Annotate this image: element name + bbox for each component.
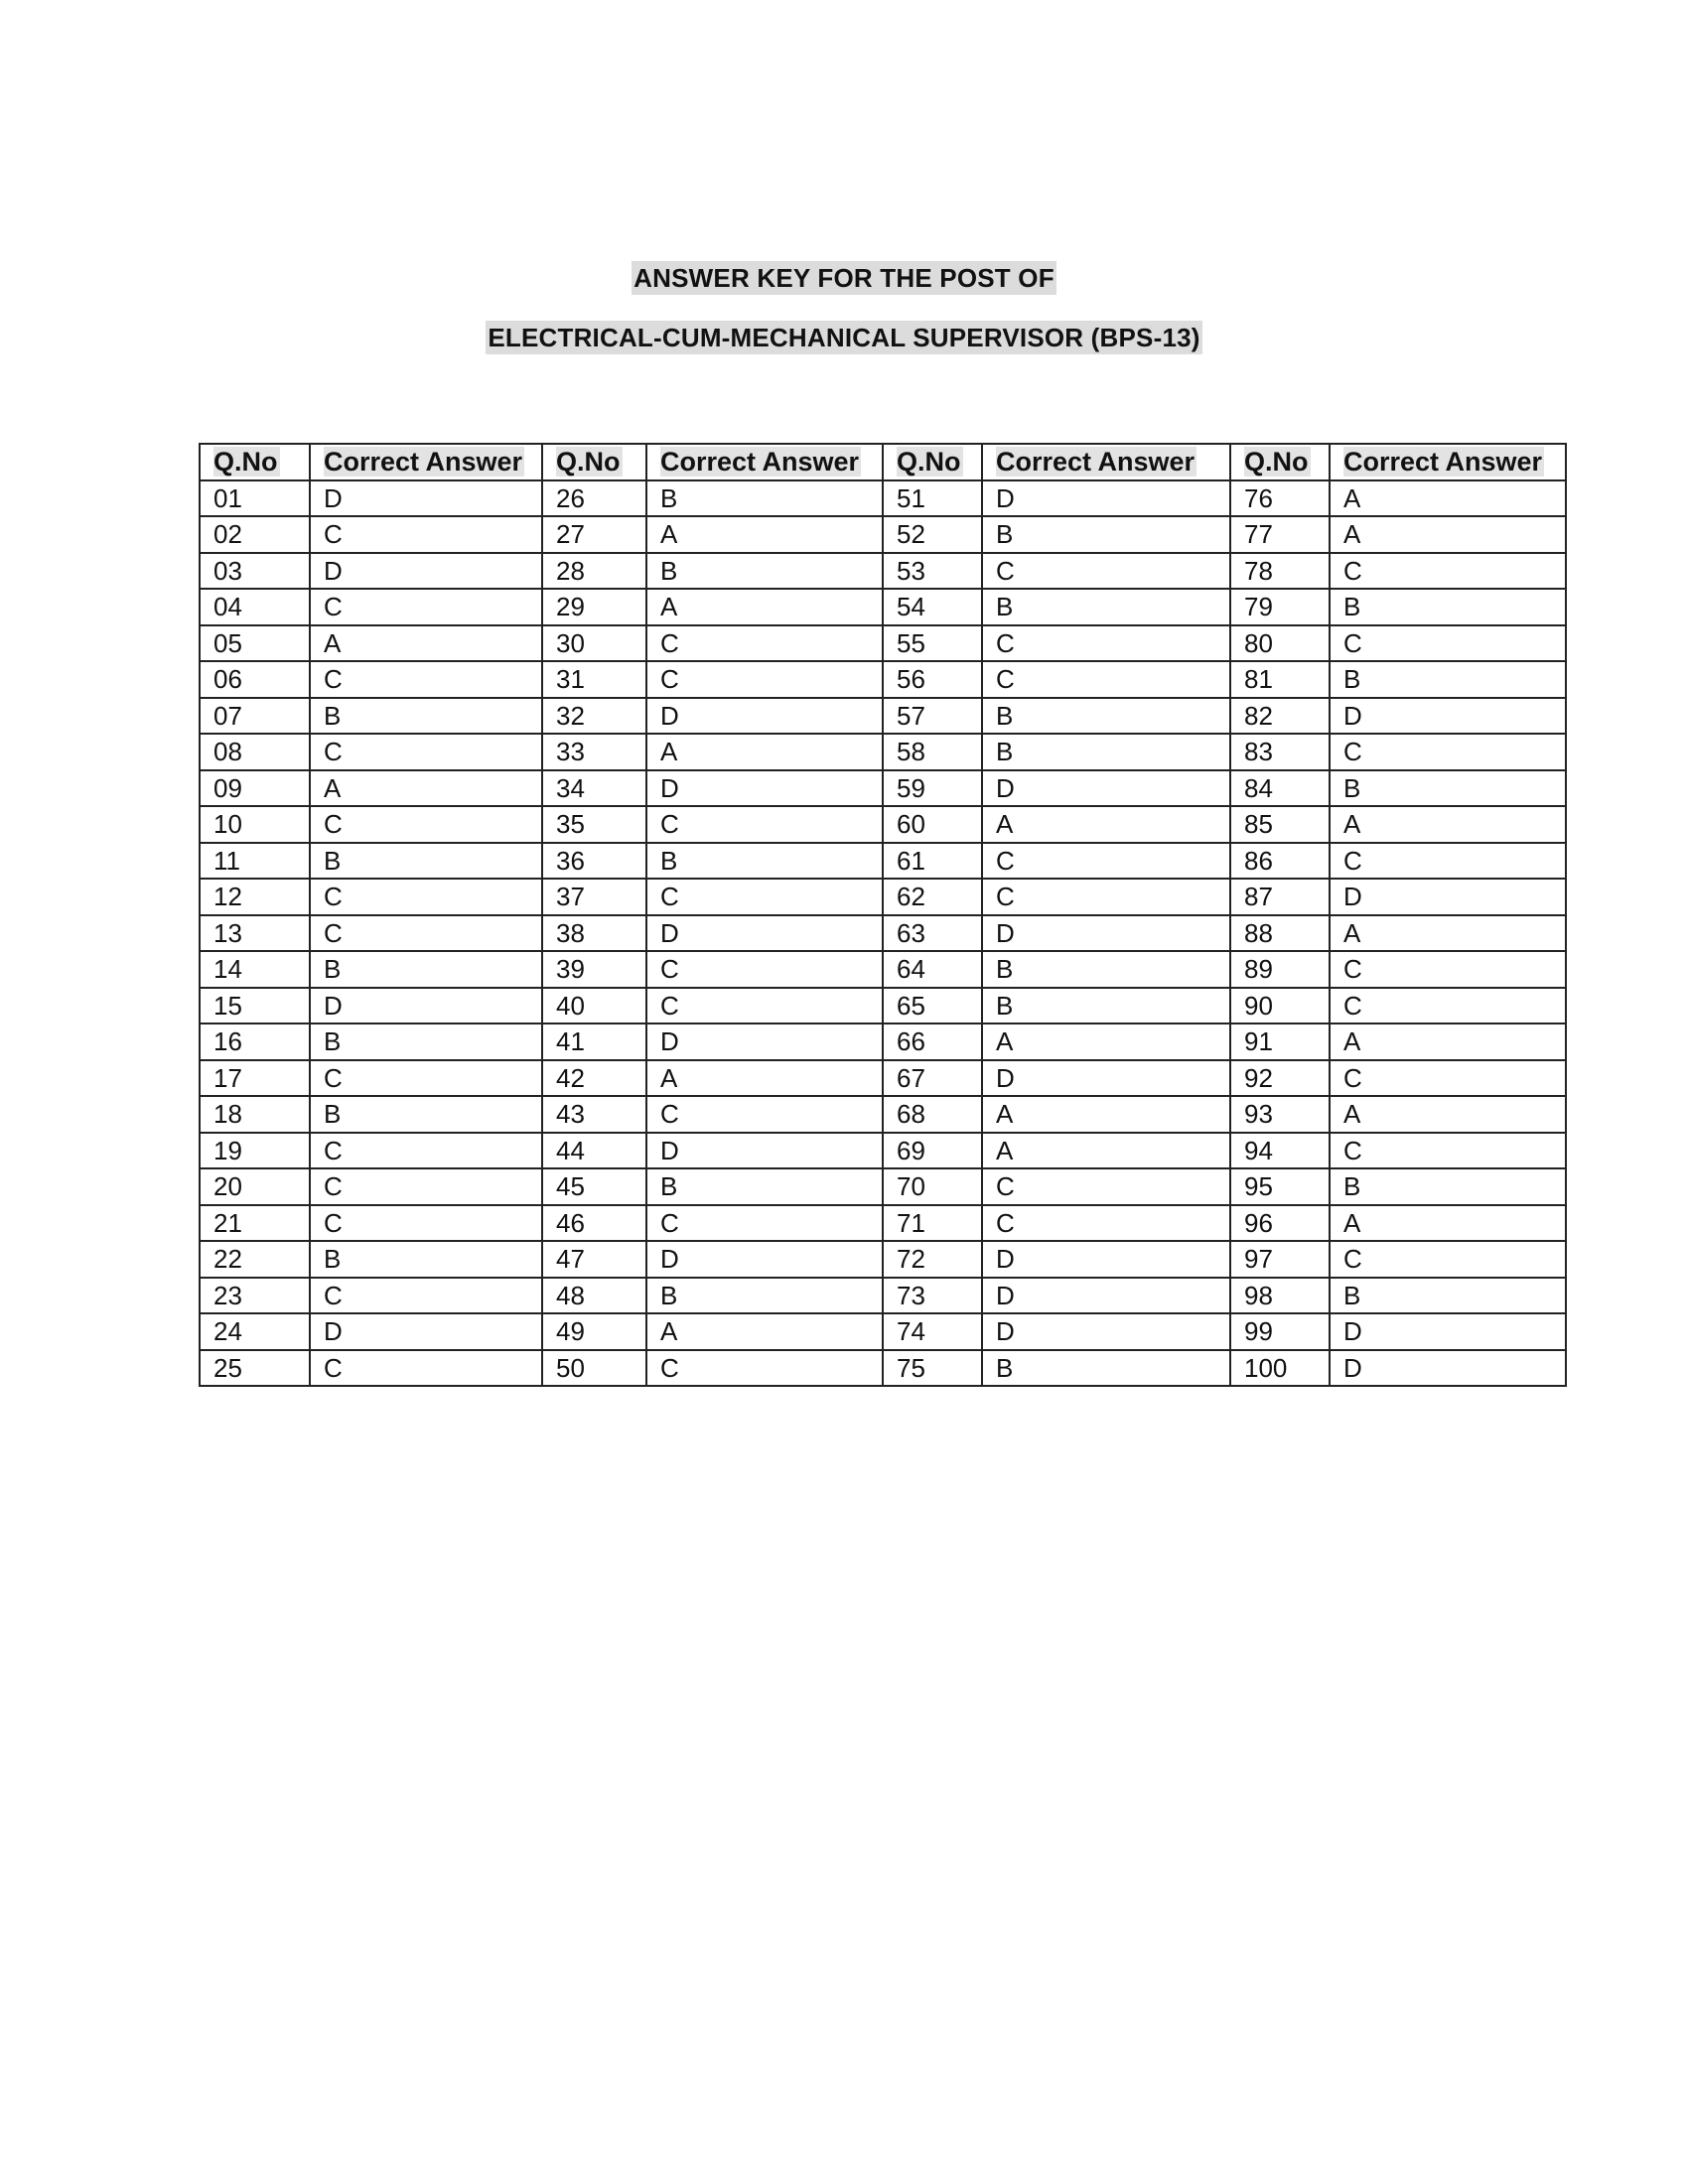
cell-answer-3: A (982, 1133, 1230, 1169)
table-header-row (200, 444, 1566, 480)
cell-answer-3: D (982, 1278, 1230, 1314)
answer-table-body (200, 480, 1566, 1387)
cell-answer-4: C (1330, 625, 1566, 662)
cell-qno-4: 77 (1230, 516, 1330, 553)
cell-qno-4: 87 (1230, 879, 1330, 915)
cell-qno-2: 38 (542, 915, 646, 952)
cell-qno-2: 32 (542, 698, 646, 735)
cell-answer-3: D (982, 770, 1230, 807)
cell-answer-1: D (310, 1313, 542, 1350)
table-row (200, 1278, 1566, 1314)
header-qno-3: Q.No (883, 444, 982, 480)
cell-answer-1: C (310, 879, 542, 915)
cell-qno-3: 59 (883, 770, 982, 807)
cell-answer-2: B (646, 1168, 883, 1205)
cell-answer-3: C (982, 1205, 1230, 1242)
cell-answer-2: C (646, 1350, 883, 1387)
cell-qno-2: 37 (542, 879, 646, 915)
cell-qno-1: 13 (200, 915, 310, 952)
cell-qno-1: 19 (200, 1133, 310, 1169)
cell-qno-4: 78 (1230, 553, 1330, 590)
cell-qno-3: 55 (883, 625, 982, 662)
cell-answer-3: D (982, 1241, 1230, 1278)
cell-answer-2: D (646, 1133, 883, 1169)
cell-qno-3: 56 (883, 661, 982, 698)
cell-qno-1: 23 (200, 1278, 310, 1314)
cell-qno-1: 11 (200, 843, 310, 880)
cell-qno-2: 28 (542, 553, 646, 590)
cell-answer-4: B (1330, 1278, 1566, 1314)
cell-qno-1: 04 (200, 589, 310, 625)
cell-qno-4: 79 (1230, 589, 1330, 625)
cell-answer-1: D (310, 480, 542, 517)
cell-answer-1: C (310, 1205, 542, 1242)
table-row (200, 1205, 1566, 1242)
cell-qno-3: 66 (883, 1024, 982, 1060)
cell-qno-3: 67 (883, 1060, 982, 1097)
cell-qno-2: 50 (542, 1350, 646, 1387)
cell-answer-4: C (1330, 843, 1566, 880)
cell-qno-1: 10 (200, 806, 310, 843)
cell-qno-2: 44 (542, 1133, 646, 1169)
cell-answer-4: D (1330, 879, 1566, 915)
cell-qno-2: 45 (542, 1168, 646, 1205)
cell-answer-4: A (1330, 480, 1566, 517)
cell-qno-2: 29 (542, 589, 646, 625)
cell-qno-1: 12 (200, 879, 310, 915)
cell-qno-1: 17 (200, 1060, 310, 1097)
table-row (200, 806, 1566, 843)
cell-answer-4: C (1330, 988, 1566, 1024)
cell-qno-3: 54 (883, 589, 982, 625)
cell-qno-2: 39 (542, 951, 646, 988)
cell-answer-1: C (310, 734, 542, 770)
cell-qno-3: 51 (883, 480, 982, 517)
table-row (200, 625, 1566, 662)
header-qno-4: Q.No (1230, 444, 1330, 480)
cell-answer-1: C (310, 1133, 542, 1169)
cell-qno-3: 53 (883, 553, 982, 590)
cell-answer-3: D (982, 1060, 1230, 1097)
cell-answer-4: B (1330, 1168, 1566, 1205)
cell-qno-4: 86 (1230, 843, 1330, 880)
cell-qno-2: 35 (542, 806, 646, 843)
header-qno-2: Q.No (542, 444, 646, 480)
header-answer-2: Correct Answer (646, 444, 883, 480)
cell-qno-4: 100 (1230, 1350, 1330, 1387)
header-answer-1: Correct Answer (310, 444, 542, 480)
cell-qno-3: 63 (883, 915, 982, 952)
cell-qno-1: 21 (200, 1205, 310, 1242)
cell-qno-2: 42 (542, 1060, 646, 1097)
cell-qno-4: 95 (1230, 1168, 1330, 1205)
cell-answer-2: D (646, 1241, 883, 1278)
cell-answer-1: C (310, 915, 542, 952)
cell-answer-2: D (646, 770, 883, 807)
cell-qno-4: 98 (1230, 1278, 1330, 1314)
cell-answer-1: B (310, 951, 542, 988)
cell-qno-3: 62 (883, 879, 982, 915)
cell-qno-1: 15 (200, 988, 310, 1024)
cell-answer-3: C (982, 1168, 1230, 1205)
cell-qno-1: 02 (200, 516, 310, 553)
cell-answer-3: D (982, 915, 1230, 952)
cell-qno-3: 71 (883, 1205, 982, 1242)
cell-answer-3: B (982, 988, 1230, 1024)
cell-qno-2: 40 (542, 988, 646, 1024)
cell-qno-2: 49 (542, 1313, 646, 1350)
cell-qno-4: 81 (1230, 661, 1330, 698)
cell-qno-1: 24 (200, 1313, 310, 1350)
table-row (200, 1060, 1566, 1097)
cell-qno-4: 85 (1230, 806, 1330, 843)
table-row (200, 661, 1566, 698)
cell-answer-2: A (646, 516, 883, 553)
cell-qno-4: 90 (1230, 988, 1330, 1024)
cell-answer-4: A (1330, 1024, 1566, 1060)
table-row (200, 1350, 1566, 1387)
cell-answer-3: D (982, 480, 1230, 517)
cell-answer-1: B (310, 1096, 542, 1133)
cell-answer-4: A (1330, 516, 1566, 553)
cell-qno-4: 89 (1230, 951, 1330, 988)
cell-answer-1: C (310, 806, 542, 843)
page-subtitle: ELECTRICAL-CUM-MECHANICAL SUPERVISOR (BPS-13) (488, 323, 1200, 352)
table-row (200, 553, 1566, 590)
cell-answer-1: D (310, 553, 542, 590)
cell-answer-3: B (982, 589, 1230, 625)
cell-qno-2: 46 (542, 1205, 646, 1242)
cell-qno-2: 48 (542, 1278, 646, 1314)
cell-qno-4: 76 (1230, 480, 1330, 517)
page-title: ANSWER KEY FOR THE POST OF (633, 263, 1055, 293)
cell-answer-2: A (646, 734, 883, 770)
cell-answer-4: A (1330, 806, 1566, 843)
cell-qno-2: 31 (542, 661, 646, 698)
cell-qno-4: 91 (1230, 1024, 1330, 1060)
cell-qno-2: 47 (542, 1241, 646, 1278)
cell-qno-3: 60 (883, 806, 982, 843)
cell-qno-3: 75 (883, 1350, 982, 1387)
title-line-1-wrapper (0, 261, 1688, 295)
cell-qno-3: 64 (883, 951, 982, 988)
cell-qno-3: 72 (883, 1241, 982, 1278)
cell-qno-3: 52 (883, 516, 982, 553)
cell-answer-2: D (646, 1024, 883, 1060)
cell-answer-3: B (982, 516, 1230, 553)
cell-answer-2: C (646, 879, 883, 915)
cell-qno-1: 20 (200, 1168, 310, 1205)
title-line-2-wrapper (0, 321, 1688, 354)
cell-answer-4: C (1330, 1060, 1566, 1097)
cell-qno-1: 25 (200, 1350, 310, 1387)
table-row (200, 480, 1566, 517)
table-row (200, 734, 1566, 770)
cell-answer-1: C (310, 1060, 542, 1097)
cell-qno-4: 88 (1230, 915, 1330, 952)
table-row (200, 589, 1566, 625)
cell-answer-3: C (982, 553, 1230, 590)
cell-answer-4: C (1330, 1133, 1566, 1169)
cell-answer-1: A (310, 625, 542, 662)
cell-qno-1: 06 (200, 661, 310, 698)
cell-qno-1: 05 (200, 625, 310, 662)
cell-answer-1: D (310, 988, 542, 1024)
cell-answer-4: D (1330, 1313, 1566, 1350)
cell-answer-2: B (646, 553, 883, 590)
cell-answer-1: C (310, 589, 542, 625)
cell-qno-3: 73 (883, 1278, 982, 1314)
cell-answer-2: C (646, 988, 883, 1024)
cell-qno-4: 80 (1230, 625, 1330, 662)
cell-qno-4: 97 (1230, 1241, 1330, 1278)
header-qno-1: Q.No (200, 444, 310, 480)
cell-answer-1: A (310, 770, 542, 807)
cell-qno-1: 07 (200, 698, 310, 735)
cell-qno-1: 03 (200, 553, 310, 590)
table-row (200, 770, 1566, 807)
cell-qno-3: 74 (883, 1313, 982, 1350)
cell-qno-1: 09 (200, 770, 310, 807)
cell-qno-2: 30 (542, 625, 646, 662)
cell-answer-2: C (646, 625, 883, 662)
answer-key-table (199, 443, 1567, 1387)
cell-answer-1: C (310, 1278, 542, 1314)
cell-qno-2: 34 (542, 770, 646, 807)
table-row (200, 1024, 1566, 1060)
table-row (200, 843, 1566, 880)
cell-qno-1: 16 (200, 1024, 310, 1060)
cell-answer-4: C (1330, 1241, 1566, 1278)
table-row (200, 915, 1566, 952)
cell-answer-4: C (1330, 734, 1566, 770)
cell-answer-2: A (646, 589, 883, 625)
cell-answer-1: C (310, 516, 542, 553)
cell-answer-2: C (646, 1096, 883, 1133)
cell-answer-3: A (982, 1024, 1230, 1060)
header-answer-3: Correct Answer (982, 444, 1230, 480)
cell-answer-3: C (982, 625, 1230, 662)
cell-answer-4: A (1330, 915, 1566, 952)
cell-answer-1: C (310, 661, 542, 698)
cell-answer-1: B (310, 843, 542, 880)
table-row (200, 1133, 1566, 1169)
cell-answer-2: B (646, 843, 883, 880)
cell-answer-2: D (646, 698, 883, 735)
table-row (200, 1313, 1566, 1350)
cell-qno-4: 83 (1230, 734, 1330, 770)
cell-answer-4: C (1330, 553, 1566, 590)
cell-answer-3: D (982, 1313, 1230, 1350)
cell-answer-2: A (646, 1313, 883, 1350)
cell-answer-3: B (982, 951, 1230, 988)
cell-qno-2: 27 (542, 516, 646, 553)
cell-qno-2: 43 (542, 1096, 646, 1133)
cell-answer-1: C (310, 1350, 542, 1387)
table-row (200, 1241, 1566, 1278)
cell-answer-2: B (646, 480, 883, 517)
cell-qno-3: 65 (883, 988, 982, 1024)
cell-answer-3: A (982, 806, 1230, 843)
cell-qno-3: 68 (883, 1096, 982, 1133)
table-row (200, 988, 1566, 1024)
cell-qno-1: 18 (200, 1096, 310, 1133)
cell-qno-1: 14 (200, 951, 310, 988)
cell-qno-1: 01 (200, 480, 310, 517)
cell-qno-3: 70 (883, 1168, 982, 1205)
cell-answer-3: C (982, 843, 1230, 880)
cell-answer-3: B (982, 734, 1230, 770)
cell-qno-3: 61 (883, 843, 982, 880)
table-row (200, 1168, 1566, 1205)
cell-answer-4: B (1330, 770, 1566, 807)
cell-answer-2: C (646, 661, 883, 698)
cell-answer-3: B (982, 1350, 1230, 1387)
cell-qno-4: 99 (1230, 1313, 1330, 1350)
table-row (200, 516, 1566, 553)
cell-answer-3: C (982, 879, 1230, 915)
cell-answer-4: A (1330, 1096, 1566, 1133)
cell-qno-3: 58 (883, 734, 982, 770)
cell-answer-3: B (982, 698, 1230, 735)
cell-qno-4: 92 (1230, 1060, 1330, 1097)
cell-qno-1: 22 (200, 1241, 310, 1278)
cell-qno-4: 96 (1230, 1205, 1330, 1242)
cell-answer-3: C (982, 661, 1230, 698)
cell-qno-2: 26 (542, 480, 646, 517)
cell-answer-2: C (646, 951, 883, 988)
cell-qno-4: 84 (1230, 770, 1330, 807)
cell-answer-1: C (310, 1168, 542, 1205)
cell-answer-4: B (1330, 589, 1566, 625)
cell-answer-1: B (310, 1024, 542, 1060)
table-row (200, 879, 1566, 915)
cell-answer-4: B (1330, 661, 1566, 698)
table-row (200, 698, 1566, 735)
cell-qno-2: 33 (542, 734, 646, 770)
cell-qno-2: 36 (542, 843, 646, 880)
table-row (200, 1096, 1566, 1133)
cell-qno-2: 41 (542, 1024, 646, 1060)
cell-answer-2: C (646, 1205, 883, 1242)
cell-answer-4: D (1330, 1350, 1566, 1387)
cell-answer-3: A (982, 1096, 1230, 1133)
cell-answer-1: B (310, 1241, 542, 1278)
cell-answer-2: A (646, 1060, 883, 1097)
cell-answer-2: C (646, 806, 883, 843)
cell-qno-1: 08 (200, 734, 310, 770)
cell-answer-1: B (310, 698, 542, 735)
cell-answer-4: D (1330, 698, 1566, 735)
cell-qno-3: 57 (883, 698, 982, 735)
cell-qno-4: 82 (1230, 698, 1330, 735)
cell-answer-4: A (1330, 1205, 1566, 1242)
cell-qno-4: 93 (1230, 1096, 1330, 1133)
header-answer-4: Correct Answer (1330, 444, 1566, 480)
cell-answer-2: D (646, 915, 883, 952)
cell-answer-2: B (646, 1278, 883, 1314)
cell-qno-3: 69 (883, 1133, 982, 1169)
table-row (200, 951, 1566, 988)
cell-answer-4: C (1330, 951, 1566, 988)
cell-qno-4: 94 (1230, 1133, 1330, 1169)
